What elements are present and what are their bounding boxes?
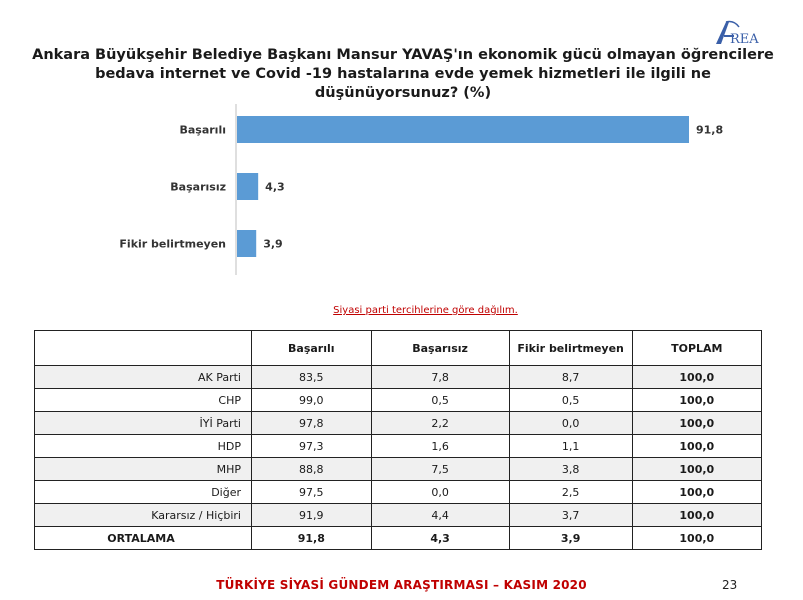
cell-value: 0,0 xyxy=(371,481,509,504)
party-name: MHP xyxy=(35,458,252,481)
cell-value: 97,5 xyxy=(252,481,372,504)
party-name: CHP xyxy=(35,389,252,412)
average-value: 4,3 xyxy=(371,527,509,550)
category-label: Başarılı xyxy=(179,123,226,137)
cell-total: 100,0 xyxy=(632,458,761,481)
cell-value: 1,6 xyxy=(371,435,509,458)
data-label: 4,3 xyxy=(265,180,285,194)
cell-value: 0,0 xyxy=(509,412,632,435)
table-row xyxy=(35,389,762,412)
cell-total: 100,0 xyxy=(632,412,761,435)
bar xyxy=(237,173,258,200)
cell-total: 100,0 xyxy=(632,389,761,412)
header-basarisiz: Başarısız xyxy=(371,331,509,366)
data-label: 3,9 xyxy=(263,237,283,251)
header-empty xyxy=(35,331,252,366)
bar xyxy=(237,230,256,257)
cell-value: 99,0 xyxy=(252,389,372,412)
cell-value: 97,8 xyxy=(252,412,372,435)
table-header-row xyxy=(35,331,762,366)
cell-value: 0,5 xyxy=(371,389,509,412)
table-row xyxy=(35,458,762,481)
table-row xyxy=(35,366,762,389)
area-logo-icon xyxy=(712,18,782,48)
bar-chart-svg xyxy=(0,100,803,280)
party-name: Kararsız / Hiçbiri xyxy=(35,504,252,527)
header-fikir-belirtmeyen: Fikir belirtmeyen xyxy=(509,331,632,366)
data-label: 91,8 xyxy=(696,123,724,137)
header-toplam: TOPLAM xyxy=(632,331,761,366)
area-logo xyxy=(712,18,782,48)
cell-value: 7,8 xyxy=(371,366,509,389)
cell-value: 3,8 xyxy=(509,458,632,481)
logo-text: REA xyxy=(730,32,759,47)
bar-chart xyxy=(0,100,803,280)
table-body xyxy=(35,366,762,550)
party-name: İYİ Parti xyxy=(35,412,252,435)
category-label: Fikir belirtmeyen xyxy=(119,237,226,251)
cell-value: 83,5 xyxy=(252,366,372,389)
cell-value: 2,2 xyxy=(371,412,509,435)
cell-value: 88,8 xyxy=(252,458,372,481)
table-row xyxy=(35,435,762,458)
footer-text: TÜRKİYE SİYASİ GÜNDEM ARAŞTIRMASI – KASIM 2020 xyxy=(216,578,587,592)
cell-value: 4,4 xyxy=(371,504,509,527)
average-label: ORTALAMA xyxy=(35,527,252,550)
header-basarili: Başarılı xyxy=(252,331,372,366)
cell-value: 7,5 xyxy=(371,458,509,481)
cell-value: 8,7 xyxy=(509,366,632,389)
average-value: 91,8 xyxy=(252,527,372,550)
category-label: Başarısız xyxy=(170,180,226,194)
party-name: HDP xyxy=(35,435,252,458)
table-row xyxy=(35,412,762,435)
bar xyxy=(237,116,689,143)
cell-value: 0,5 xyxy=(509,389,632,412)
cell-total: 100,0 xyxy=(632,504,761,527)
cell-total: 100,0 xyxy=(632,481,761,504)
distribution-table xyxy=(34,330,762,550)
average-total: 100,0 xyxy=(632,527,761,550)
table-caption: Siyasi parti tercihlerine göre dağılım. xyxy=(333,305,518,316)
cell-value: 1,1 xyxy=(509,435,632,458)
party-name: AK Parti xyxy=(35,366,252,389)
cell-total: 100,0 xyxy=(632,366,761,389)
cell-total: 100,0 xyxy=(632,435,761,458)
cell-value: 91,9 xyxy=(252,504,372,527)
table-row xyxy=(35,504,762,527)
page-number: 23 xyxy=(722,578,738,592)
cell-value: 97,3 xyxy=(252,435,372,458)
table-row-average xyxy=(35,527,762,550)
average-value: 3,9 xyxy=(509,527,632,550)
page-title: Ankara Büyükşehir Belediye Başkanı Mansur YAVAŞ'ın ekonomik gücü olmayan öğrencilere bedava internet ve Covid -19 hastalarına evde yemek hizmetleri ile ilgili ne düşünüyorsunuz? (%) xyxy=(32,47,774,101)
cell-value: 3,7 xyxy=(509,504,632,527)
cell-value: 2,5 xyxy=(509,481,632,504)
table-row xyxy=(35,481,762,504)
party-name: Diğer xyxy=(35,481,252,504)
